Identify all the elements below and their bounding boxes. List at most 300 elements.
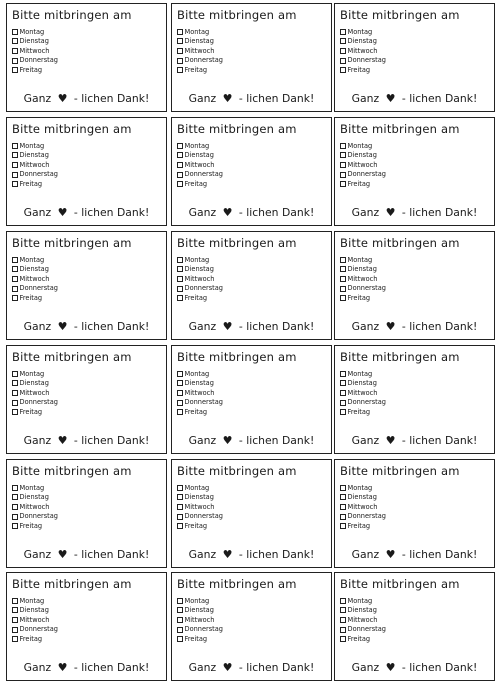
checkbox[interactable] [177, 257, 183, 263]
day-option[interactable] [177, 493, 223, 503]
note-card [334, 231, 495, 340]
day-option[interactable] [12, 160, 58, 170]
checkbox[interactable] [12, 485, 18, 491]
checkbox[interactable] [177, 162, 183, 168]
day-option[interactable] [340, 293, 386, 303]
day-option[interactable] [177, 521, 223, 531]
day-label: Dienstag [184, 606, 214, 615]
day-option[interactable] [12, 170, 58, 180]
checkbox[interactable] [340, 380, 346, 386]
day-option[interactable] [12, 379, 58, 389]
day-option[interactable] [177, 56, 223, 66]
day-label: Freitag [347, 521, 371, 530]
day-option[interactable] [340, 170, 386, 180]
day-option[interactable] [177, 398, 223, 408]
weekday-list [177, 141, 223, 189]
note-card [334, 3, 495, 112]
heart-icon: ♥ [222, 320, 233, 333]
day-label: Montag [19, 141, 45, 150]
checkbox[interactable] [12, 152, 18, 158]
day-label: Dienstag [184, 379, 214, 388]
day-option[interactable] [340, 625, 386, 635]
day-label: Donnerstag [19, 170, 58, 179]
thanks-prefix: Ganz [23, 206, 52, 219]
day-label: Dienstag [184, 37, 214, 46]
card-title: Bitte mitbringen am [177, 350, 297, 364]
day-option[interactable] [12, 141, 58, 151]
checkbox[interactable] [177, 523, 183, 529]
day-option[interactable] [177, 483, 223, 493]
checkbox[interactable] [340, 276, 346, 282]
day-option[interactable] [340, 46, 386, 56]
day-option[interactable] [12, 151, 58, 161]
day-option[interactable] [177, 179, 223, 189]
day-option[interactable] [12, 625, 58, 635]
day-option[interactable] [12, 606, 58, 616]
checkbox[interactable] [12, 523, 18, 529]
day-option[interactable] [177, 615, 223, 625]
card-title: Bitte mitbringen am [340, 122, 460, 136]
checkbox[interactable] [340, 266, 346, 272]
checkbox[interactable] [340, 143, 346, 149]
day-label: Donnerstag [347, 170, 386, 179]
checkbox[interactable] [340, 371, 346, 377]
day-option[interactable] [12, 293, 58, 303]
day-option[interactable] [340, 407, 386, 417]
checkbox[interactable] [177, 181, 183, 187]
day-label: Montag [184, 27, 210, 36]
day-option[interactable] [340, 615, 386, 625]
heart-icon: ♥ [222, 92, 233, 105]
thanks-line [172, 92, 331, 105]
day-option[interactable] [340, 141, 386, 151]
day-option[interactable] [12, 615, 58, 625]
heart-icon: ♥ [222, 661, 233, 674]
card-title: Bitte mitbringen am [12, 577, 132, 591]
checkbox[interactable] [340, 400, 346, 406]
heart-icon: ♥ [222, 206, 233, 219]
day-option[interactable] [340, 379, 386, 389]
checkbox[interactable] [177, 494, 183, 500]
checkbox[interactable] [12, 494, 18, 500]
day-label: Montag [347, 27, 373, 36]
weekday-list [12, 483, 58, 531]
checkbox[interactable] [177, 627, 183, 633]
thanks-prefix: Ganz [188, 661, 217, 674]
checkbox[interactable] [177, 143, 183, 149]
checkbox[interactable] [177, 607, 183, 613]
checkbox[interactable] [177, 598, 183, 604]
checkbox[interactable] [12, 380, 18, 386]
weekday-list [177, 483, 223, 531]
checkbox[interactable] [177, 266, 183, 272]
day-option[interactable] [12, 521, 58, 531]
checkbox[interactable] [177, 390, 183, 396]
thanks-suffix: - lichen Dank! [73, 434, 150, 447]
checkbox[interactable] [12, 514, 18, 520]
day-option[interactable] [12, 65, 58, 75]
checkbox[interactable] [340, 523, 346, 529]
checkbox[interactable] [340, 607, 346, 613]
day-label: Donnerstag [184, 512, 223, 521]
thanks-suffix: - lichen Dank! [73, 320, 150, 333]
checkbox[interactable] [12, 38, 18, 44]
heart-icon: ♥ [385, 92, 396, 105]
thanks-prefix: Ganz [188, 92, 217, 105]
checkbox[interactable] [177, 172, 183, 178]
thanks-suffix: - lichen Dank! [73, 92, 150, 105]
checkbox[interactable] [340, 48, 346, 54]
thanks-prefix: Ganz [351, 434, 380, 447]
day-label: Dienstag [184, 493, 214, 502]
checkbox[interactable] [340, 409, 346, 415]
note-card [6, 117, 167, 226]
day-label: Freitag [19, 407, 43, 416]
day-option[interactable] [340, 160, 386, 170]
checkbox[interactable] [177, 295, 183, 301]
day-label: Mittwoch [347, 160, 378, 169]
weekday-list [340, 369, 386, 417]
day-label: Mittwoch [19, 274, 50, 283]
day-label: Montag [184, 483, 210, 492]
day-label: Freitag [184, 521, 208, 530]
heart-icon: ♥ [57, 661, 68, 674]
checkbox[interactable] [12, 181, 18, 187]
day-label: Montag [19, 27, 45, 36]
day-label: Montag [347, 255, 373, 264]
note-card [334, 117, 495, 226]
checkbox[interactable] [340, 29, 346, 35]
thanks-suffix: - lichen Dank! [401, 206, 478, 219]
day-option[interactable] [12, 388, 58, 398]
heart-icon: ♥ [57, 548, 68, 561]
checkbox[interactable] [340, 172, 346, 178]
note-card [334, 572, 495, 681]
day-label: Donnerstag [184, 284, 223, 293]
day-label: Montag [184, 369, 210, 378]
card-title: Bitte mitbringen am [340, 236, 460, 250]
thanks-suffix: - lichen Dank! [73, 661, 150, 674]
card-title: Bitte mitbringen am [177, 122, 297, 136]
checkbox[interactable] [177, 514, 183, 520]
checkbox[interactable] [12, 400, 18, 406]
day-label: Dienstag [19, 151, 49, 160]
checkbox[interactable] [12, 276, 18, 282]
day-option[interactable] [340, 274, 386, 284]
checkbox[interactable] [12, 286, 18, 292]
day-option[interactable] [340, 388, 386, 398]
checkbox[interactable] [340, 504, 346, 510]
day-label: Donnerstag [184, 56, 223, 65]
thanks-prefix: Ganz [23, 92, 52, 105]
day-option[interactable] [177, 379, 223, 389]
day-option[interactable] [340, 596, 386, 606]
thanks-line [172, 206, 331, 219]
checkbox[interactable] [12, 48, 18, 54]
checkbox[interactable] [12, 390, 18, 396]
day-option[interactable] [12, 483, 58, 493]
day-option[interactable] [340, 265, 386, 275]
heart-icon: ♥ [222, 434, 233, 447]
day-option[interactable] [12, 179, 58, 189]
day-option[interactable] [340, 179, 386, 189]
day-option[interactable] [12, 265, 58, 275]
thanks-line [7, 548, 166, 561]
day-option[interactable] [12, 255, 58, 265]
thanks-line [7, 661, 166, 674]
day-option[interactable] [177, 625, 223, 635]
day-option[interactable] [340, 56, 386, 66]
weekday-list [12, 141, 58, 189]
day-option[interactable] [340, 151, 386, 161]
thanks-suffix: - lichen Dank! [401, 92, 478, 105]
day-option[interactable] [177, 151, 223, 161]
day-label: Donnerstag [184, 170, 223, 179]
checkbox[interactable] [177, 29, 183, 35]
checkbox[interactable] [340, 598, 346, 604]
heart-icon: ♥ [57, 320, 68, 333]
day-label: Mittwoch [347, 388, 378, 397]
day-option[interactable] [177, 37, 223, 47]
checkbox[interactable] [177, 485, 183, 491]
note-card [6, 459, 167, 568]
day-option[interactable] [340, 284, 386, 294]
checkbox[interactable] [177, 58, 183, 64]
checkbox[interactable] [177, 380, 183, 386]
day-label: Montag [347, 596, 373, 605]
day-label: Freitag [184, 407, 208, 416]
day-label: Mittwoch [347, 274, 378, 283]
checkbox[interactable] [340, 181, 346, 187]
day-option[interactable] [177, 293, 223, 303]
checkbox[interactable] [340, 286, 346, 292]
day-option[interactable] [177, 46, 223, 56]
checkbox[interactable] [12, 598, 18, 604]
weekday-list [12, 369, 58, 417]
checkbox[interactable] [340, 295, 346, 301]
day-option[interactable] [177, 170, 223, 180]
day-label: Donnerstag [19, 284, 58, 293]
day-option[interactable] [177, 512, 223, 522]
day-option[interactable] [340, 483, 386, 493]
day-label: Dienstag [347, 37, 377, 46]
checkbox[interactable] [340, 38, 346, 44]
checkbox[interactable] [340, 67, 346, 73]
checkbox[interactable] [340, 485, 346, 491]
card-title: Bitte mitbringen am [340, 8, 460, 22]
day-option[interactable] [12, 37, 58, 47]
day-option[interactable] [340, 27, 386, 37]
thanks-prefix: Ganz [23, 320, 52, 333]
day-label: Mittwoch [347, 502, 378, 511]
card-title: Bitte mitbringen am [340, 577, 460, 591]
note-card [171, 3, 332, 112]
day-option[interactable] [177, 65, 223, 75]
day-option[interactable] [12, 284, 58, 294]
checkbox[interactable] [177, 409, 183, 415]
day-label: Dienstag [184, 151, 214, 160]
checkbox[interactable] [340, 627, 346, 633]
checkbox[interactable] [177, 152, 183, 158]
card-title: Bitte mitbringen am [12, 236, 132, 250]
day-option[interactable] [177, 407, 223, 417]
thanks-suffix: - lichen Dank! [401, 320, 478, 333]
weekday-list [340, 596, 386, 644]
checkbox[interactable] [177, 636, 183, 642]
day-option[interactable] [177, 265, 223, 275]
checkbox[interactable] [12, 162, 18, 168]
checkbox[interactable] [12, 504, 18, 510]
day-label: Dienstag [184, 265, 214, 274]
day-option[interactable] [340, 65, 386, 75]
day-option[interactable] [177, 27, 223, 37]
day-option[interactable] [12, 27, 58, 37]
day-option[interactable] [12, 407, 58, 417]
day-option[interactable] [177, 388, 223, 398]
checkbox[interactable] [177, 67, 183, 73]
card-title: Bitte mitbringen am [177, 236, 297, 250]
checkbox[interactable] [177, 276, 183, 282]
day-label: Freitag [184, 65, 208, 74]
day-option[interactable] [340, 521, 386, 531]
day-option[interactable] [177, 596, 223, 606]
checkbox[interactable] [340, 390, 346, 396]
day-option[interactable] [177, 284, 223, 294]
note-card [334, 345, 495, 454]
day-option[interactable] [177, 369, 223, 379]
day-option[interactable] [12, 56, 58, 66]
day-label: Donnerstag [19, 56, 58, 65]
day-option[interactable] [177, 255, 223, 265]
day-label: Freitag [19, 293, 43, 302]
checkbox[interactable] [12, 266, 18, 272]
day-option[interactable] [340, 255, 386, 265]
checkbox[interactable] [12, 617, 18, 623]
checkbox[interactable] [340, 162, 346, 168]
day-option[interactable] [12, 493, 58, 503]
thanks-line [172, 434, 331, 447]
checkbox[interactable] [177, 504, 183, 510]
day-label: Donnerstag [347, 56, 386, 65]
checkbox[interactable] [12, 607, 18, 613]
checkbox[interactable] [340, 514, 346, 520]
checkbox[interactable] [340, 58, 346, 64]
checkbox[interactable] [177, 286, 183, 292]
day-option[interactable] [340, 369, 386, 379]
thanks-prefix: Ganz [188, 548, 217, 561]
checkbox[interactable] [340, 257, 346, 263]
day-option[interactable] [12, 634, 58, 644]
heart-icon: ♥ [57, 206, 68, 219]
thanks-prefix: Ganz [351, 320, 380, 333]
day-option[interactable] [12, 512, 58, 522]
day-option[interactable] [177, 160, 223, 170]
day-label: Donnerstag [19, 398, 58, 407]
card-title: Bitte mitbringen am [340, 350, 460, 364]
checkbox[interactable] [12, 257, 18, 263]
day-option[interactable] [177, 141, 223, 151]
checkbox[interactable] [12, 67, 18, 73]
day-option[interactable] [177, 502, 223, 512]
checkbox[interactable] [177, 617, 183, 623]
checkbox[interactable] [340, 152, 346, 158]
checkbox[interactable] [12, 371, 18, 377]
day-label: Donnerstag [184, 625, 223, 634]
day-label: Montag [347, 483, 373, 492]
day-option[interactable] [12, 46, 58, 56]
thanks-line [335, 206, 494, 219]
thanks-suffix: - lichen Dank! [73, 206, 150, 219]
thanks-prefix: Ganz [23, 434, 52, 447]
checkbox[interactable] [177, 400, 183, 406]
day-option[interactable] [12, 596, 58, 606]
note-card [171, 231, 332, 340]
thanks-line [335, 661, 494, 674]
day-option[interactable] [177, 634, 223, 644]
weekday-list [177, 596, 223, 644]
checkbox[interactable] [12, 295, 18, 301]
card-title: Bitte mitbringen am [340, 464, 460, 478]
day-option[interactable] [177, 606, 223, 616]
day-label: Montag [184, 141, 210, 150]
checkbox[interactable] [12, 627, 18, 633]
day-label: Freitag [19, 634, 43, 643]
thanks-suffix: - lichen Dank! [401, 661, 478, 674]
thanks-suffix: - lichen Dank! [401, 548, 478, 561]
day-option[interactable] [340, 37, 386, 47]
checkbox[interactable] [12, 172, 18, 178]
day-option[interactable] [340, 512, 386, 522]
day-option[interactable] [12, 398, 58, 408]
checkbox[interactable] [177, 371, 183, 377]
checkbox[interactable] [12, 636, 18, 642]
checkbox[interactable] [340, 494, 346, 500]
thanks-suffix: - lichen Dank! [238, 320, 315, 333]
day-label: Dienstag [19, 265, 49, 274]
day-label: Montag [19, 483, 45, 492]
day-label: Montag [184, 255, 210, 264]
day-option[interactable] [12, 502, 58, 512]
day-label: Mittwoch [19, 46, 50, 55]
checkbox[interactable] [340, 636, 346, 642]
checkbox[interactable] [12, 409, 18, 415]
day-option[interactable] [340, 502, 386, 512]
day-option[interactable] [340, 398, 386, 408]
day-option[interactable] [12, 274, 58, 284]
note-card [171, 345, 332, 454]
day-label: Donnerstag [347, 512, 386, 521]
day-option[interactable] [340, 634, 386, 644]
checkbox[interactable] [340, 617, 346, 623]
checkbox[interactable] [177, 48, 183, 54]
checkbox[interactable] [177, 38, 183, 44]
checkbox[interactable] [12, 143, 18, 149]
weekday-list [340, 483, 386, 531]
weekday-list [12, 27, 58, 75]
day-option[interactable] [340, 493, 386, 503]
day-label: Mittwoch [184, 274, 215, 283]
day-option[interactable] [12, 369, 58, 379]
checkbox[interactable] [12, 58, 18, 64]
heart-icon: ♥ [222, 548, 233, 561]
day-label: Donnerstag [347, 398, 386, 407]
day-option[interactable] [340, 606, 386, 616]
day-label: Mittwoch [184, 502, 215, 511]
checkbox[interactable] [12, 29, 18, 35]
day-label: Dienstag [347, 606, 377, 615]
card-title: Bitte mitbringen am [177, 464, 297, 478]
day-option[interactable] [177, 274, 223, 284]
